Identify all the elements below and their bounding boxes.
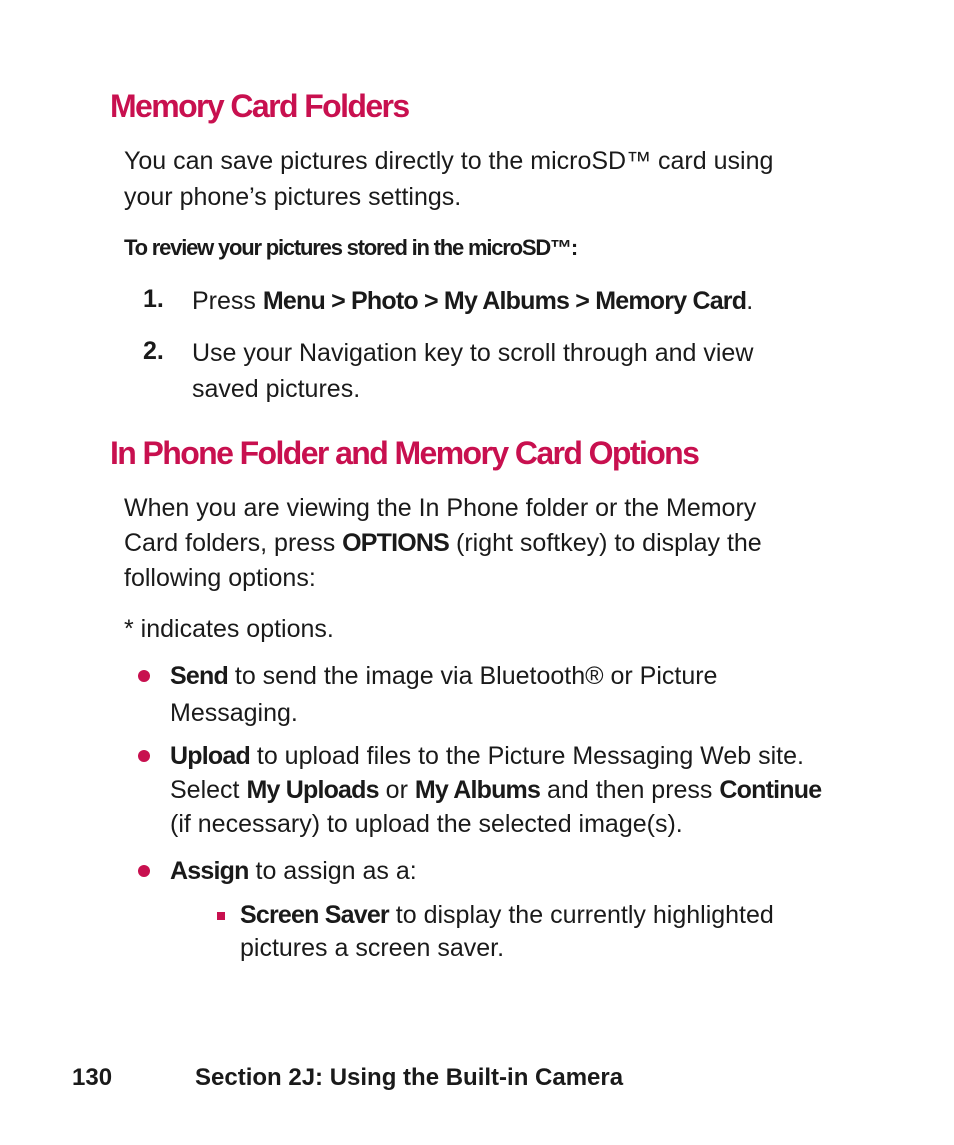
upload-l2-c: or: [378, 776, 415, 804]
step-number-2: 2.: [143, 337, 164, 365]
section2-intro-line1: When you are viewing the In Phone folder or the Memory: [124, 494, 757, 522]
section-title-memory-card-folders: Memory Card Folders: [110, 88, 409, 124]
my-albums-label: My Albums: [414, 776, 541, 804]
section2-intro-line3: following options:: [124, 564, 316, 592]
assign-label: Assign: [170, 857, 249, 885]
bullet-upload-line3: (if necessary) to upload the selected image(s).: [170, 810, 683, 838]
footer-section-title: Section 2J: Using the Built-in Camera: [195, 1064, 624, 1091]
step-1-text: [192, 284, 753, 319]
bullet-send-line1: [170, 659, 717, 694]
step-1-menu-path: Menu > Photo > My Albums > Memory Card: [262, 287, 747, 315]
step-2-line1: Use your Navigation key to scroll through and view: [192, 339, 754, 367]
intro-line2-post: (right softkey) to display the: [449, 529, 762, 557]
section2-intro-line2: [124, 526, 762, 561]
section1-intro-line1: You can save pictures directly to the microSD™ card using: [124, 147, 774, 175]
my-uploads-label: My Uploads: [246, 776, 379, 804]
bullet-upload-line2: [170, 773, 821, 808]
options-softkey-label: OPTIONS: [342, 529, 450, 557]
upload-l2-a: Select: [170, 776, 247, 804]
intro-line2-pre: Card folders, press: [124, 529, 343, 557]
sub-bullet-screen-saver-line2: pictures a screen saver.: [240, 934, 505, 962]
upload-label: Upload: [170, 742, 250, 770]
assign-text: to assign as a:: [248, 857, 417, 885]
section-title-options: In Phone Folder and Memory Card Options: [110, 435, 699, 471]
step-1-post: .: [746, 287, 754, 315]
step-number-1: 1.: [143, 285, 164, 313]
send-text: to send the image via Bluetooth® or Picture: [227, 662, 718, 690]
bullet-upload-line1: [170, 739, 804, 774]
continue-label: Continue: [719, 776, 822, 804]
bullet-dot-send: [138, 670, 150, 682]
send-label: Send: [170, 662, 228, 690]
screen-saver-label: Screen Saver: [240, 901, 389, 929]
sub-bullet-screen-saver-line1: [240, 898, 774, 933]
review-subheading: To review your pictures stored in the microSD™:: [124, 235, 577, 260]
page-number: 130: [72, 1064, 113, 1091]
step-2-line2: saved pictures.: [192, 375, 361, 403]
bullet-dot-assign: [138, 865, 150, 877]
bullet-assign-line1: [170, 854, 417, 889]
step-1-pre: Press: [192, 287, 263, 315]
bullet-dot-upload: [138, 750, 150, 762]
upload-l2-e: and then press: [540, 776, 720, 804]
screen-saver-text: to display the currently highlighted: [388, 901, 774, 929]
options-note: * indicates options.: [124, 615, 334, 643]
bullet-send-line2: Messaging.: [170, 699, 298, 727]
section1-intro-line2: your phone’s pictures settings.: [124, 183, 462, 211]
upload-text: to upload files to the Picture Messaging Web site.: [249, 742, 804, 770]
sub-bullet-square: [217, 912, 225, 920]
